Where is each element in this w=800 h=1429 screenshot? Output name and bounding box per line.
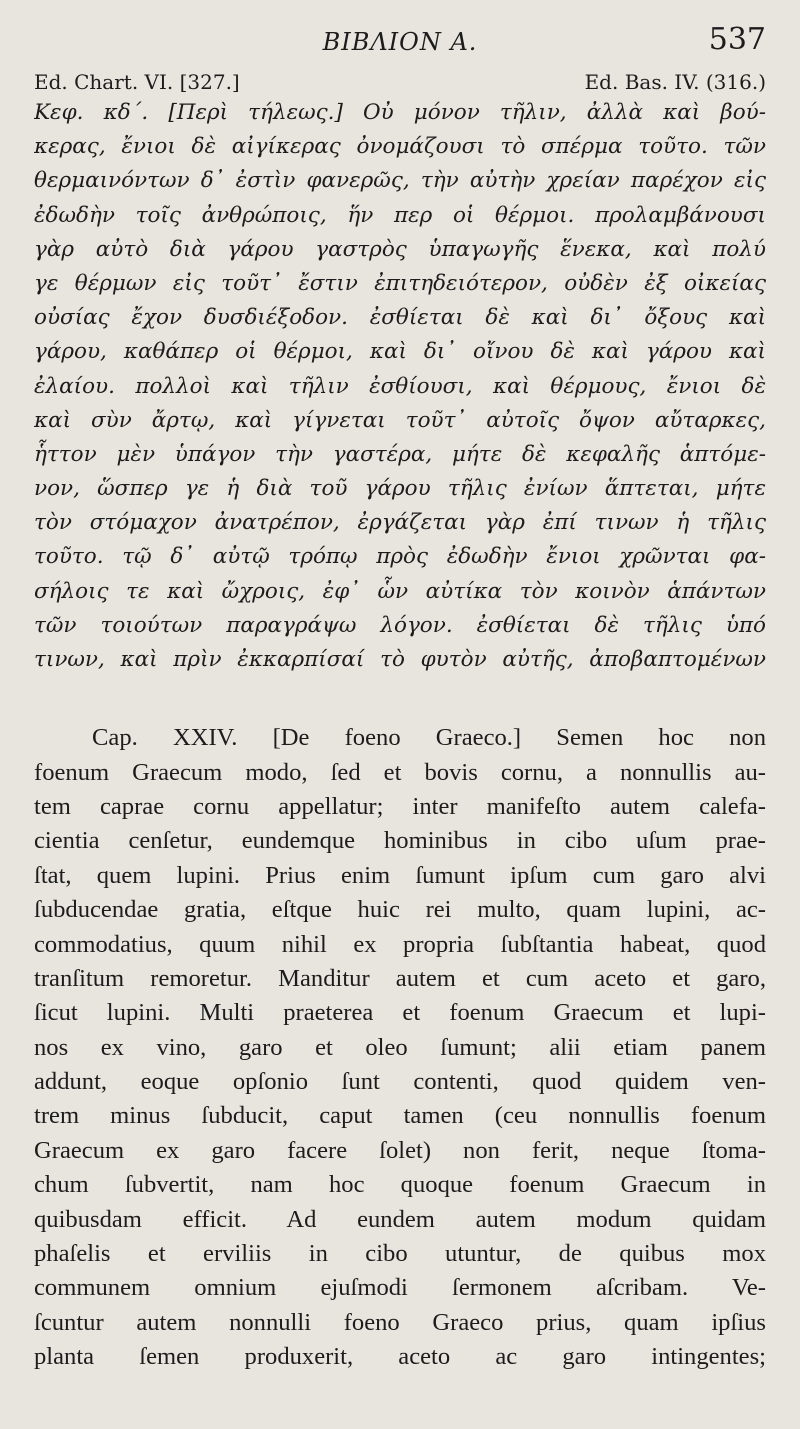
greek-line: οὐσίας ἔχον δυσδιέξοδον. ἐσθίεται δὲ καὶ δι᾽ ὄξους καὶ: [34, 305, 766, 331]
edition-reference-right: Ed. Bas. IV. (316.): [584, 70, 766, 94]
latin-line: trem minus ſubducit, caput tamen (ceu nonnullis foenum: [34, 1102, 766, 1130]
greek-line: τινων, καὶ πρὶν ἐκκαρπίσαί τὸ φυτὸν αὐτῆς, ἀποβαπτομένων: [34, 647, 766, 672]
greek-line: τὸν στόμαχον ἀνατρέπον, ἐργάζεται γὰρ ἐπί τινων ἡ τῆλις: [34, 510, 766, 536]
edition-reference-left: Ed. Chart. VI. [327.]: [34, 70, 240, 94]
latin-line: phaſelis et erviliis in cibo utuntur, de quibus mox: [34, 1240, 766, 1268]
latin-line: commodatius, quum nihil ex propria ſubſtantia habeat, quod: [34, 930, 766, 958]
latin-line: cientia cenſetur, eundemque hominibus in cibo uſum prae-: [34, 827, 766, 855]
latin-line: communem omnium ejuſmodi ſermonem aſcribam. Ve-: [34, 1274, 766, 1302]
greek-line: Κεφ. κδ΄. [Περὶ τήλεως.] Οὐ μόνον τῆλιν, ἀλλὰ καὶ βού-: [34, 100, 766, 125]
greek-text-block: [34, 96, 766, 677]
greek-line: θερμαινόντων δ᾽ ἐστὶν φανερῶς, τὴν αὐτὴν χρείαν παρέχον εἰς: [34, 168, 766, 194]
greek-line: σήλοις τε καὶ ὤχροις, ἐφ᾽ ὧν αὐτίκα τὸν κοινὸν ἁπάντων: [34, 578, 766, 604]
latin-line: planta ſemen produxerit, aceto ac garo intingentes;: [34, 1343, 766, 1371]
latin-line: tranſitum remoretur. Manditur autem et cum aceto et garo,: [34, 964, 766, 992]
greek-line: τῶν τοιούτων παραγράψω λόγον. ἐσθίεται δὲ τῆλις ὑπό: [34, 612, 766, 638]
greek-line: ἧττον μὲν ὑπάγον τὴν γαστέρα, μήτε δὲ κεφαλῆς ἁπτόμε-: [34, 441, 766, 467]
greek-line: ἐδωδὴν τοῖς ἀνθρώποις, ἥν περ οἱ θέρμοι. προλαμβάνουσι: [34, 202, 766, 228]
running-title: ΒΙΒΛΙΟΝ Α.: [322, 28, 478, 56]
greek-line: τοῦτο. τῷ δ᾽ αὐτῷ τρόπῳ πρὸς ἐδωδὴν ἔνιοι χρῶνται φα-: [34, 544, 766, 570]
greek-line: γάρου, καθάπερ οἱ θέρμοι, καὶ δι᾽ οἴνου δὲ καὶ γάρου καὶ: [34, 339, 766, 365]
latin-line: Cap. XXIV. [De foeno Graeco.] Semen hoc non: [92, 724, 766, 752]
latin-line: ſtat, quem lupini. Prius enim ſumunt ipſum cum garo alvi: [34, 861, 766, 889]
latin-line: ſubducendae gratia, eſtque huic rei multo, quam lupini, ac-: [34, 896, 766, 924]
latin-line: chum ſubvertit, nam hoc quoque foenum Graecum in: [34, 1171, 766, 1199]
greek-line: κερας, ἔνιοι δὲ αἰγίκερας ὀνομάζουσι τὸ σπέρμα τοῦτο. τῶν: [34, 134, 766, 160]
greek-line: ἐλαίου. πολλοὶ καὶ τῆλιν ἐσθίουσι, καὶ θέρμους, ἔνιοι δὲ: [34, 373, 766, 399]
greek-line: καὶ σὺν ἄρτῳ, καὶ γίγνεται τοῦτ᾽ αὐτοῖς ὄψον αὔταρκες,: [34, 407, 766, 433]
edition-references: [34, 62, 766, 94]
latin-line: tem caprae cornu appellatur; inter manifeſto autem calefa-: [34, 792, 766, 820]
latin-line: quibusdam efficit. Ad eundem autem modum quidam: [34, 1205, 766, 1233]
latin-line: addunt, eoque opſonio ſunt contenti, quod quidem ven-: [34, 1068, 766, 1096]
greek-line: γὰρ αὐτὸ διὰ γάρου γαστρὸς ὑπαγωγῆς ἕνεκα, καὶ πολύ: [34, 236, 766, 262]
latin-line: foenum Graecum modo, ſed et bovis cornu, a nonnullis au-: [34, 758, 766, 786]
latin-line: ſicut lupini. Multi praeterea et foenum Graecum et lupi-: [34, 999, 766, 1027]
running-head: [34, 18, 766, 62]
greek-line: γε θέρμων εἰς τοῦτ᾽ ἔστιν ἐπιτηδειότερον, οὐδὲν ἐξ οἰκείας: [34, 270, 766, 296]
latin-text-block: [34, 721, 766, 1374]
greek-line: νον, ὥσπερ γε ἡ διὰ τοῦ γάρου τῆλις ἐνίων ἅπτεται, μήτε: [34, 476, 766, 502]
page-number: 537: [708, 22, 766, 57]
latin-line: Graecum ex garo facere ſolet) non ferit, neque ſtoma-: [34, 1136, 766, 1164]
latin-line: ſcuntur autem nonnulli foeno Graeco prius, quam ipſius: [34, 1308, 766, 1336]
latin-line: nos ex vino, garo et oleo ſumunt; alii etiam panem: [34, 1033, 766, 1061]
